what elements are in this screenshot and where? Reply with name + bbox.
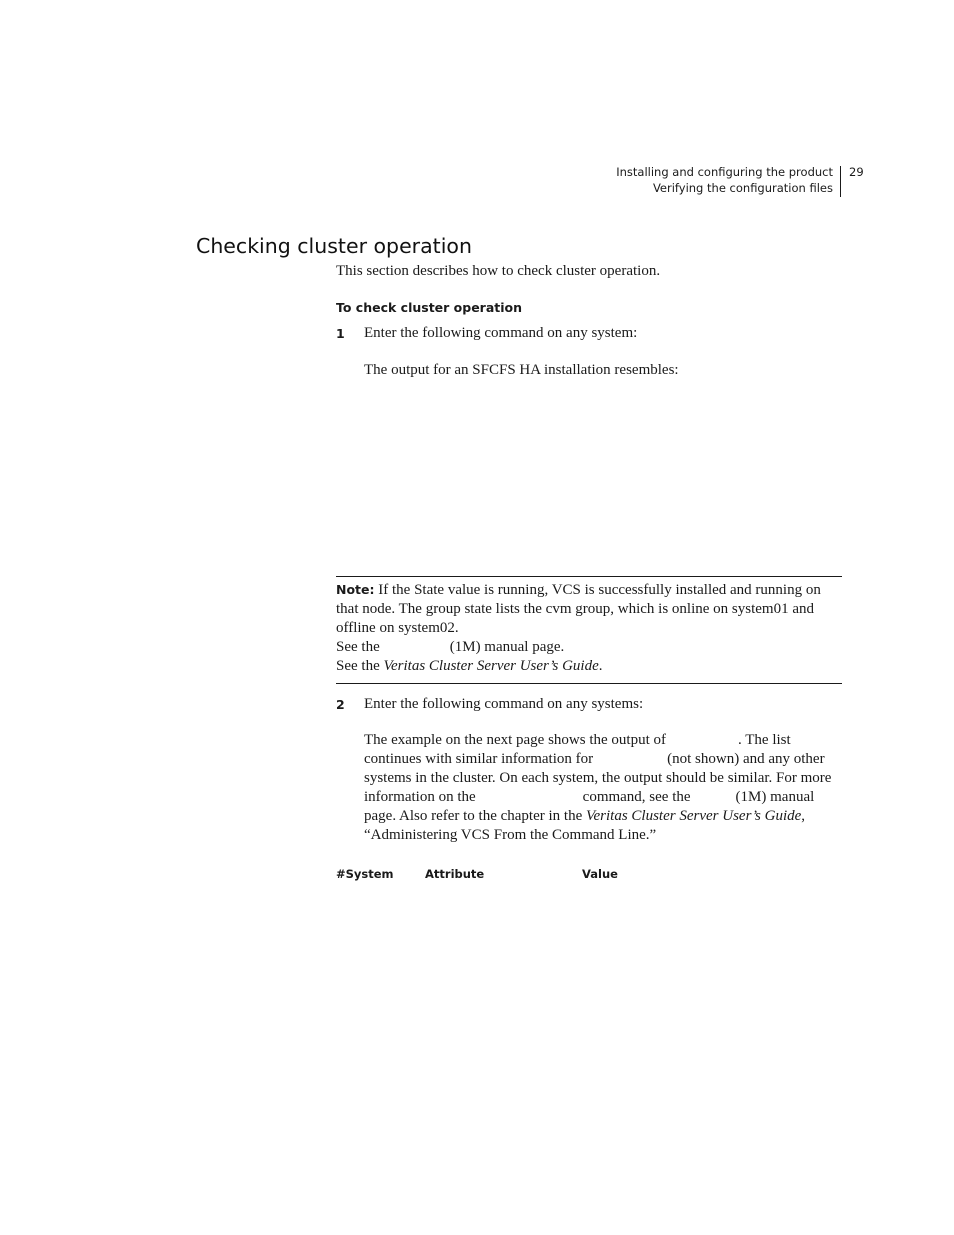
note-label: Note: xyxy=(336,582,375,597)
running-header-chapter: Installing and configuring the product xyxy=(616,165,833,179)
procedure-title: To check cluster operation xyxy=(336,300,523,315)
step-1-number: 1 xyxy=(336,326,345,341)
note-box xyxy=(336,576,842,684)
step-2-number: 2 xyxy=(336,697,345,712)
guide-title: Veritas Cluster Server User’s Guide xyxy=(383,658,599,674)
guide-title: Veritas Cluster Server User’s Guide xyxy=(586,808,802,824)
running-header-section: Verifying the configuration files xyxy=(652,181,833,195)
step-2-description: The example on the next page shows the output of . The list continues with similar information for (not shown) and any other systems in the cluster. On each system, the output should be similar. For more information on the command, see the (1M) manual page. Also refer to the chapter in the Veritas Cluster Server User’s Guide, “Administering VCS From the Command Line.” xyxy=(364,732,832,843)
step-2-text: Enter the following command on any systems: xyxy=(364,696,644,712)
note-see-manual: See the (1M) manual page. xyxy=(336,639,565,655)
note-paragraph xyxy=(336,580,842,638)
intro-paragraph: This section describes how to check cluster operation. xyxy=(336,263,661,279)
section-title: Checking cluster operation xyxy=(196,234,472,258)
column-header-system: #System xyxy=(336,867,394,881)
running-header-divider xyxy=(840,166,841,197)
running-header xyxy=(560,164,833,196)
page-number: 29 xyxy=(849,165,864,179)
note-see-guide: See the Veritas Cluster Server User’s Guide. xyxy=(336,658,603,674)
column-header-value: Value xyxy=(582,867,618,881)
column-header-attribute: Attribute xyxy=(425,867,485,881)
note-body: If the State value is running, VCS is successfully installed and running on that node. The group state lists the cvm group, which is online on system01 and offline on system02. xyxy=(336,582,821,636)
step-1-text: Enter the following command on any system: xyxy=(364,325,638,341)
step-1-output-text: The output for an SFCFS HA installation resembles: xyxy=(364,362,679,378)
